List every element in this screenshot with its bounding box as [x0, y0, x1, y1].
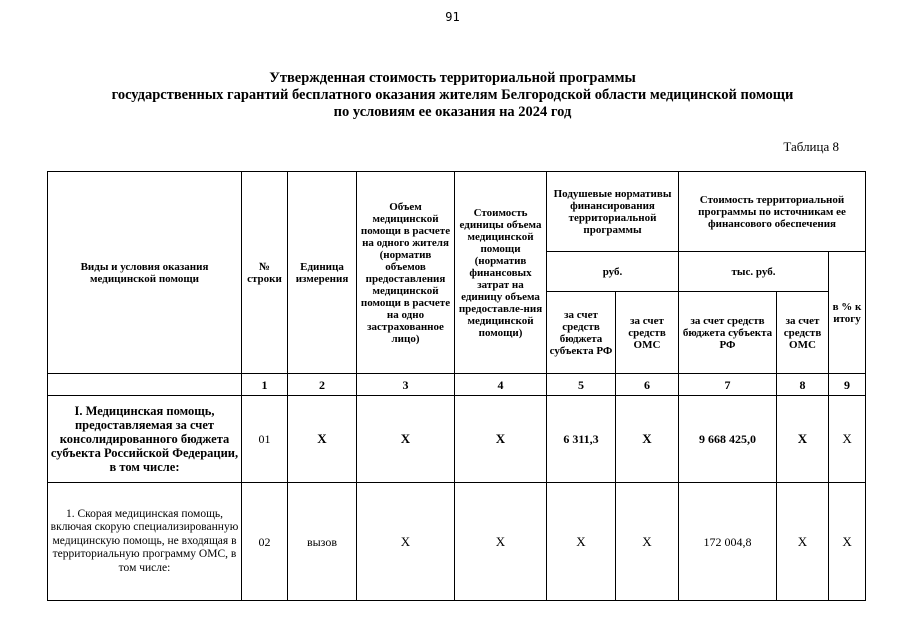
- header-per-capita-oms: за счет средств ОМС: [616, 292, 679, 374]
- cost-table: [47, 171, 866, 601]
- header-rub: руб.: [547, 252, 679, 292]
- row-per-capita-oms: Х: [616, 396, 679, 483]
- column-number-cell: 4: [455, 374, 547, 396]
- row-volume: Х: [357, 483, 455, 601]
- row-unit: Х: [288, 396, 357, 483]
- table-row: [48, 396, 866, 483]
- header-unit: Единица измерения: [288, 172, 357, 374]
- header-volume: Объем медицинской помощи в расчете на одного жителя (норматив объемов предоставления медицинской помощи в расчете на одно застрахованное лицо): [357, 172, 455, 374]
- column-number-cell: 6: [616, 374, 679, 396]
- row-name: I. Медицинская помощь, предоставляемая за счет консолидированного бюджета субъекта Российской Федерации, в том числе:: [48, 396, 242, 483]
- header-kinds: Виды и условия оказания медицинской помощи: [48, 172, 242, 374]
- header-per-capita-budget: за счет средств бюджета субъекта РФ: [547, 292, 616, 374]
- title-line-1: Утвержденная стоимость территориальной программы: [269, 70, 636, 86]
- table-caption: Таблица 8: [783, 139, 839, 154]
- header-cost-oms: за счет средств ОМС: [777, 292, 829, 374]
- column-number-cell: 3: [357, 374, 455, 396]
- row-per-capita-budget: Х: [547, 483, 616, 601]
- row-percent: Х: [829, 396, 866, 483]
- table-row: [48, 483, 866, 601]
- row-cost-oms: Х: [777, 396, 829, 483]
- row-number: 02: [242, 483, 288, 601]
- column-number-cell: 5: [547, 374, 616, 396]
- header-row-no: № строки: [242, 172, 288, 374]
- row-number: 01: [242, 396, 288, 483]
- header-program-cost: Стоимость территориальной программы по источникам ее финансового обеспечения: [679, 172, 866, 252]
- column-number-cell: [48, 374, 242, 396]
- column-number-row: [48, 374, 866, 396]
- row-name: 1. Скорая медицинская помощь, включая скорую специализированную медицинскую помощь, не входящая в территориальную программу ОМС, в том числе:: [48, 483, 242, 601]
- row-per-capita-oms: Х: [616, 483, 679, 601]
- row-cost-budget: 9 668 425,0: [679, 396, 777, 483]
- header-percent-total: в % к итогу: [829, 252, 866, 374]
- header-cost-budget: за счет средств бюджета субъекта РФ: [679, 292, 777, 374]
- title-line-2: государственных гарантий бесплатного оказания жителям Белгородской области медицинской помощи: [111, 87, 794, 103]
- column-number-cell: 2: [288, 374, 357, 396]
- row-unit-cost: Х: [455, 483, 547, 601]
- row-unit: вызов: [288, 483, 357, 601]
- row-volume: Х: [357, 396, 455, 483]
- column-number-cell: 1: [242, 374, 288, 396]
- row-cost-budget: 172 004,8: [679, 483, 777, 601]
- column-number-cell: 8: [777, 374, 829, 396]
- page-number: 91: [445, 10, 460, 24]
- header-per-capita: Подушевые нормативы финансирования территориальной программы: [547, 172, 679, 252]
- row-per-capita-budget: 6 311,3: [547, 396, 616, 483]
- document-title: [0, 70, 905, 121]
- header-unit-cost: Стоимость единицы объема медицинской помощи (норматив финансовых затрат на единицу объема предоставле-ния медицинской помощи): [455, 172, 547, 374]
- row-percent: Х: [829, 483, 866, 601]
- header-thousand-rub: тыс. руб.: [679, 252, 829, 292]
- column-number-cell: 7: [679, 374, 777, 396]
- row-unit-cost: Х: [455, 396, 547, 483]
- column-number-cell: 9: [829, 374, 866, 396]
- title-line-3: по условиям ее оказания на 2024 год: [333, 104, 572, 120]
- row-cost-oms: Х: [777, 483, 829, 601]
